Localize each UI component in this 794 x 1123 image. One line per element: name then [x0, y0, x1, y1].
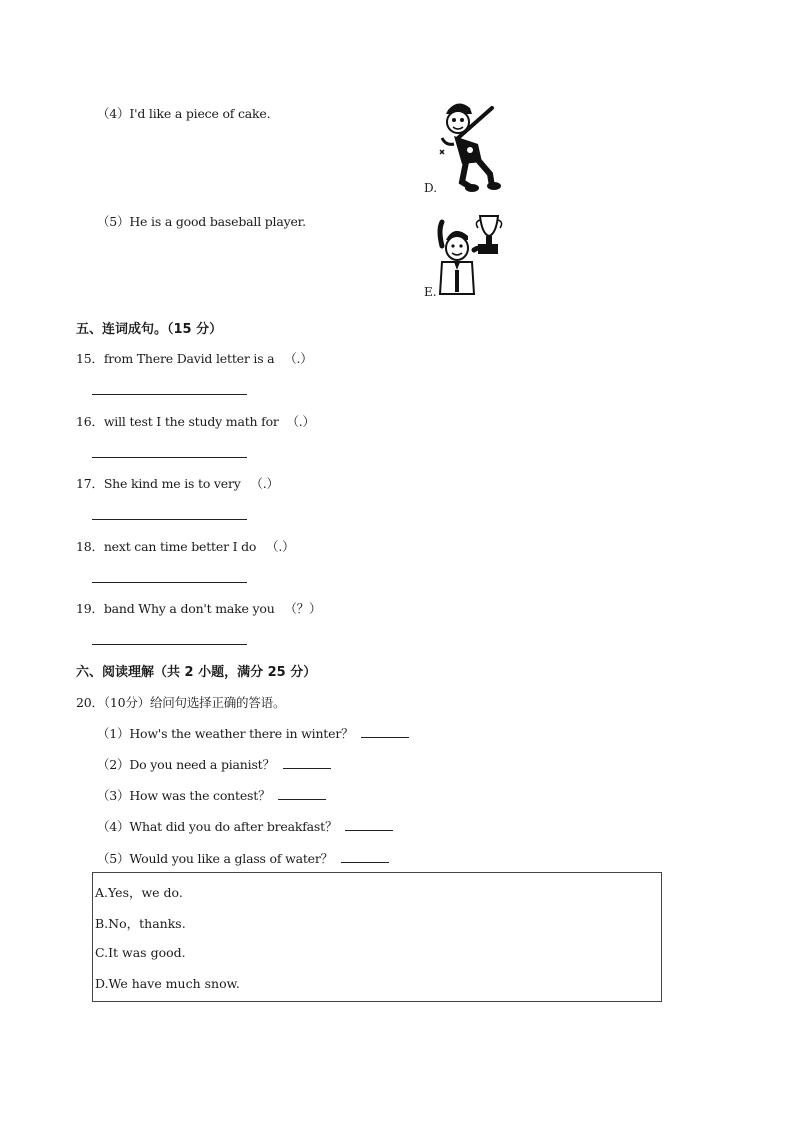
- q20-item-text: Do you need a pianist？: [129, 757, 275, 772]
- baseball-player-icon: [432, 98, 504, 194]
- match-item-text: I'd like a piece of cake.: [129, 106, 271, 121]
- question-punct: （.）: [284, 351, 313, 366]
- answer-line-19[interactable]: [92, 644, 247, 645]
- picture-label-d: D.: [424, 181, 438, 195]
- question-num: 16．: [76, 414, 104, 429]
- answer-blank-3[interactable]: [278, 787, 326, 800]
- match-item-5: [97, 212, 306, 230]
- option-b: B.No，thanks.: [95, 916, 186, 931]
- q20-item-num: （4）: [97, 819, 130, 834]
- q20-item-num: （1）: [97, 726, 130, 741]
- match-item-text: He is a good baseball player.: [129, 214, 306, 229]
- question-num: 17．: [76, 476, 104, 491]
- picture-label-e: E.: [424, 285, 437, 299]
- question-punct: （.）: [250, 476, 279, 491]
- answer-blank-2[interactable]: [283, 756, 331, 769]
- q20-item-2: [97, 755, 331, 773]
- question-punct: （.）: [266, 539, 295, 554]
- question-num: 15．: [76, 351, 104, 366]
- answer-blank-4[interactable]: [345, 818, 393, 831]
- question-punct: （？）: [284, 601, 322, 616]
- answer-line-15[interactable]: [92, 394, 247, 395]
- q20-item-num: （5）: [97, 851, 130, 866]
- match-item-num: （5）: [97, 214, 130, 229]
- q20-item-1: [97, 724, 409, 742]
- question-words: She kind me is to very: [103, 476, 241, 491]
- question-words: from There David letter is a: [103, 351, 275, 366]
- q20-item-text: How's the weather there in winter？: [129, 726, 354, 741]
- q20-item-text: What did you do after breakfast？: [129, 819, 338, 834]
- answer-blank-5[interactable]: [341, 850, 389, 863]
- question-num: 19．: [76, 601, 104, 616]
- question-16: [76, 412, 315, 430]
- q20-item-text: Would you like a glass of water？: [129, 851, 333, 866]
- trophy-winner-icon: [432, 210, 504, 300]
- option-a: A.Yes，we do.: [95, 885, 183, 900]
- question-15: [76, 349, 313, 367]
- q20-item-4: [97, 817, 393, 835]
- answer-line-16[interactable]: [92, 457, 247, 458]
- question-punct: （.）: [286, 414, 315, 429]
- q20-item-num: （3）: [97, 788, 130, 803]
- answer-line-18[interactable]: [92, 582, 247, 583]
- answer-line-17[interactable]: [92, 519, 247, 520]
- question-words: band Why a don't make you: [103, 601, 275, 616]
- q20-item-5: [97, 849, 389, 867]
- question-19: [76, 599, 321, 617]
- question-18: [76, 537, 294, 555]
- q20-item-3: [97, 786, 326, 804]
- answer-blank-1[interactable]: [361, 725, 409, 738]
- question-17: [76, 474, 279, 492]
- option-d: D.We have much snow.: [95, 976, 240, 991]
- q20-item-text: How was the contest？: [129, 788, 271, 803]
- match-item-4: [97, 104, 270, 122]
- answer-options-box: [92, 872, 662, 1002]
- question-num: 18．: [76, 539, 104, 554]
- section-5-heading: 五、连词成句。（15 分）: [76, 322, 223, 337]
- question-words: next can time better I do: [103, 539, 257, 554]
- section-6-heading: 六、阅读理解（共 2 小题，满分 25 分）: [76, 665, 317, 680]
- option-c: C.It was good.: [95, 945, 186, 960]
- question-words: will test I the study math for: [103, 414, 279, 429]
- q20-item-num: （2）: [97, 757, 130, 772]
- match-item-num: （4）: [97, 106, 130, 121]
- question-20-title: 20．（10分）给问句选择正确的答语。: [76, 695, 286, 710]
